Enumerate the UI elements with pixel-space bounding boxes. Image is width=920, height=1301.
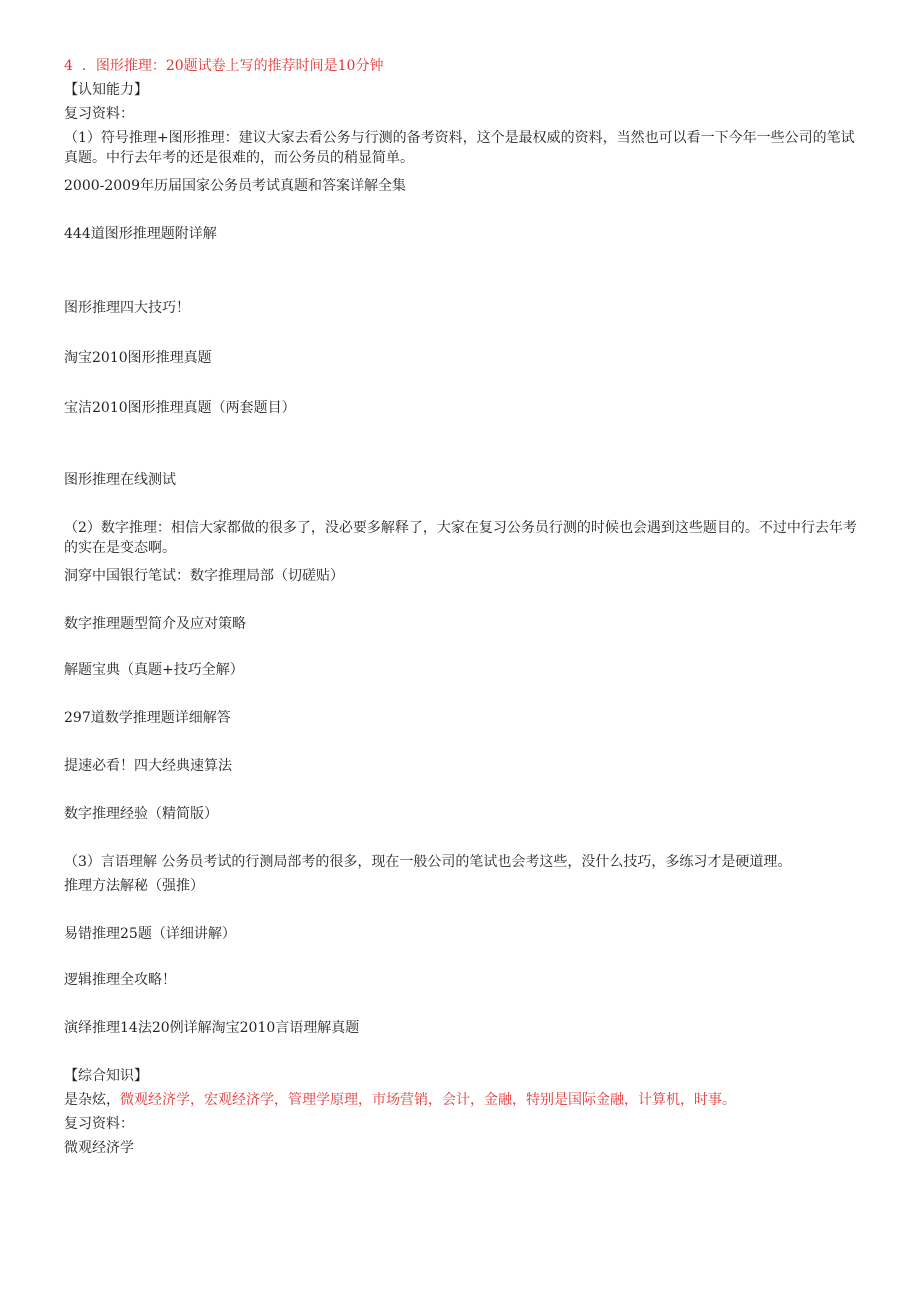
paragraph-number-reasoning: （2）数字推理：相信大家都做的很多了，没必要多解释了，大家在复习公务员行测的时候也会遇到这些题目的。不过中行去年考的实在是变态啊。 xyxy=(64,520,857,556)
gk-topics: 微观经济学，宏观经济学，管理学原理，市场营销，会计，金融，特别是国际金融，计算机，时事。 xyxy=(120,1092,736,1108)
section-cognitive-title: 【认知能力】 xyxy=(64,82,148,98)
resource-link[interactable]: 宝洁2010图形推理真题（两套题目） xyxy=(64,400,296,416)
resource-link[interactable]: 数字推理经验（精简版） xyxy=(64,806,218,822)
general-knowledge-line xyxy=(64,1090,736,1110)
heading-number: 4 xyxy=(64,58,73,74)
resource-link[interactable]: 淘宝2010图形推理真题 xyxy=(64,350,212,366)
section-general-title: 【综合知识】 xyxy=(64,1068,148,1084)
resource-link[interactable]: 图形推理在线测试 xyxy=(64,472,176,488)
resource-link[interactable]: 微观经济学 xyxy=(64,1140,134,1156)
resource-link[interactable]: 洞穿中国银行笔试：数字推理局部（切磋贴） xyxy=(64,568,344,584)
gk-prefix: 是杂炫， xyxy=(64,1092,120,1108)
resource-link[interactable]: 2000-2009年历届国家公务员考试真题和答案详解全集 xyxy=(64,178,406,194)
resource-link[interactable]: 推理方法解秘（强推） xyxy=(64,878,204,894)
review-label: 复习资料： xyxy=(64,1116,134,1132)
resource-link[interactable]: 易错推理25题（详细讲解） xyxy=(64,926,236,942)
section-heading xyxy=(64,56,383,76)
resource-link[interactable]: 数字推理题型简介及应对策略 xyxy=(64,616,246,632)
resource-link[interactable]: 297道数学推理题详细解答 xyxy=(64,710,231,726)
resource-link[interactable]: 解题宝典（真题+技巧全解） xyxy=(64,662,244,678)
resource-link[interactable]: 演绎推理14法20例详解淘宝2010言语理解真题 xyxy=(64,1020,360,1036)
resource-link[interactable]: 逻辑推理全攻略！ xyxy=(64,972,176,988)
resource-link[interactable]: 444道图形推理题附详解 xyxy=(64,226,217,242)
heading-text: ．图形推理：20题试卷上写的推荐时间是10分钟 xyxy=(81,58,384,74)
review-label: 复习资料： xyxy=(64,106,134,122)
resource-link[interactable]: 提速必看！四大经典速算法 xyxy=(64,758,232,774)
resource-link[interactable]: 图形推理四大技巧！ xyxy=(64,300,190,316)
paragraph-verbal-understanding: （3）言语理解 公务员考试的行测局部考的很多，现在一般公司的笔试也会考这些，没什么技巧，多练习才是硬道理。 xyxy=(64,854,792,870)
paragraph-symbol-reasoning: （1）符号推理+图形推理：建议大家去看公务与行测的备考资料，这个是最权威的资料，当然也可以看一下今年一些公司的笔试真题。中行去年考的还是很难的，而公务员的稍显简单。 xyxy=(64,130,855,166)
